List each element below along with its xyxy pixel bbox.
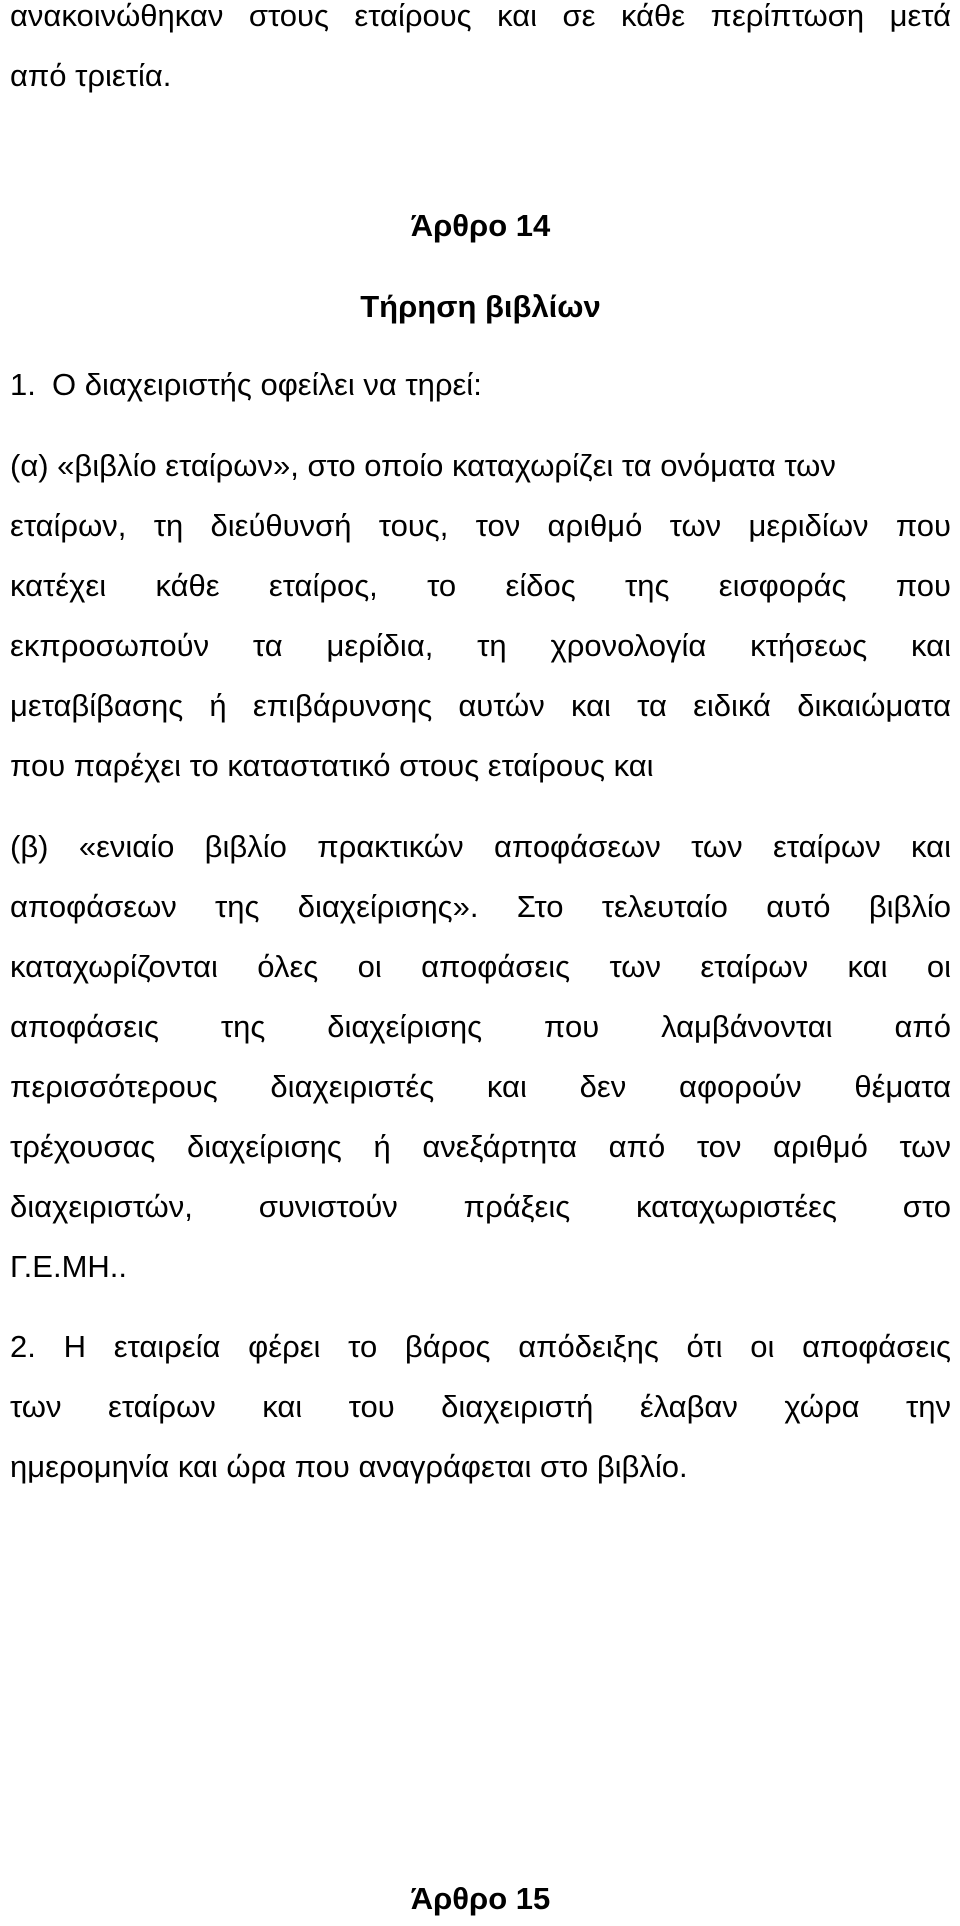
- item-b-line-1: (β) «ενιαίο βιβλίο πρακτικών αποφάσεων των εταίρων και: [10, 829, 951, 864]
- item-a-line-1: (α) «βιβλίο εταίρων», στο οποίο καταχωρίζει τα ονόματα των: [10, 448, 836, 483]
- item-b-line-5: περισσότερους διαχειριστές και δεν αφορούν θέματα: [10, 1069, 951, 1104]
- item-b-line-6: τρέχουσας διαχείρισης ή ανεξάρτητα από τον αριθμό των: [10, 1129, 951, 1164]
- article-15-title: Άρθρο 15: [410, 1881, 551, 1916]
- article-14-title: Άρθρο 14: [410, 208, 551, 243]
- paragraph-1-number: 1.: [10, 367, 36, 402]
- item-b-line-7: διαχειριστών, συνιστούν πράξεις καταχωριστέες στο: [10, 1189, 951, 1224]
- continuation-line-2: από τριετία.: [10, 58, 172, 93]
- paragraph-2-line-2: των εταίρων και του διαχειριστή έλαβαν χώρα την: [10, 1389, 951, 1424]
- paragraph-1-intro: [10, 365, 951, 405]
- item-b-line-3: καταχωρίζονται όλες οι αποφάσεις των εταίρων και οι: [10, 949, 951, 984]
- item-b-line-2: αποφάσεων της διαχείρισης». Στο τελευταίο αυτό βιβλίο: [10, 889, 951, 924]
- item-a-line-4: εκπροσωπούν τα μερίδια, τη χρονολογία κτήσεως και: [10, 628, 951, 663]
- item-a-line-6: που παρέχει το καταστατικό στους εταίρους και: [10, 748, 654, 783]
- item-a-line-3: κατέχει κάθε εταίρος, το είδος της εισφοράς που: [10, 568, 951, 603]
- paragraph-2-line-1: 2. Η εταιρεία φέρει το βάρος απόδειξης ότι οι αποφάσεις: [10, 1329, 951, 1364]
- continuation-line-1: ανακοινώθηκαν στους εταίρους και σε κάθε περίπτωση μετά: [10, 0, 951, 33]
- item-b-line-8: Γ.Ε.ΜΗ..: [10, 1249, 128, 1284]
- paragraph-2-line-3: ημερομηνία και ώρα που αναγράφεται στο βιβλίο.: [10, 1449, 688, 1484]
- item-a-line-5: μεταβίβασης ή επιβάρυνσης αυτών και τα ειδικά δικαιώματα: [10, 688, 951, 723]
- item-a-line-2: εταίρων, τη διεύθυνσή τους, τον αριθμό των μεριδίων που: [10, 508, 951, 543]
- item-b-line-4: αποφάσεις της διαχείρισης που λαμβάνονται από: [10, 1009, 951, 1044]
- paragraph-1-intro-text: Ο διαχειριστής οφείλει να τηρεί:: [52, 367, 482, 402]
- article-14-subtitle: Τήρηση βιβλίων: [360, 289, 601, 324]
